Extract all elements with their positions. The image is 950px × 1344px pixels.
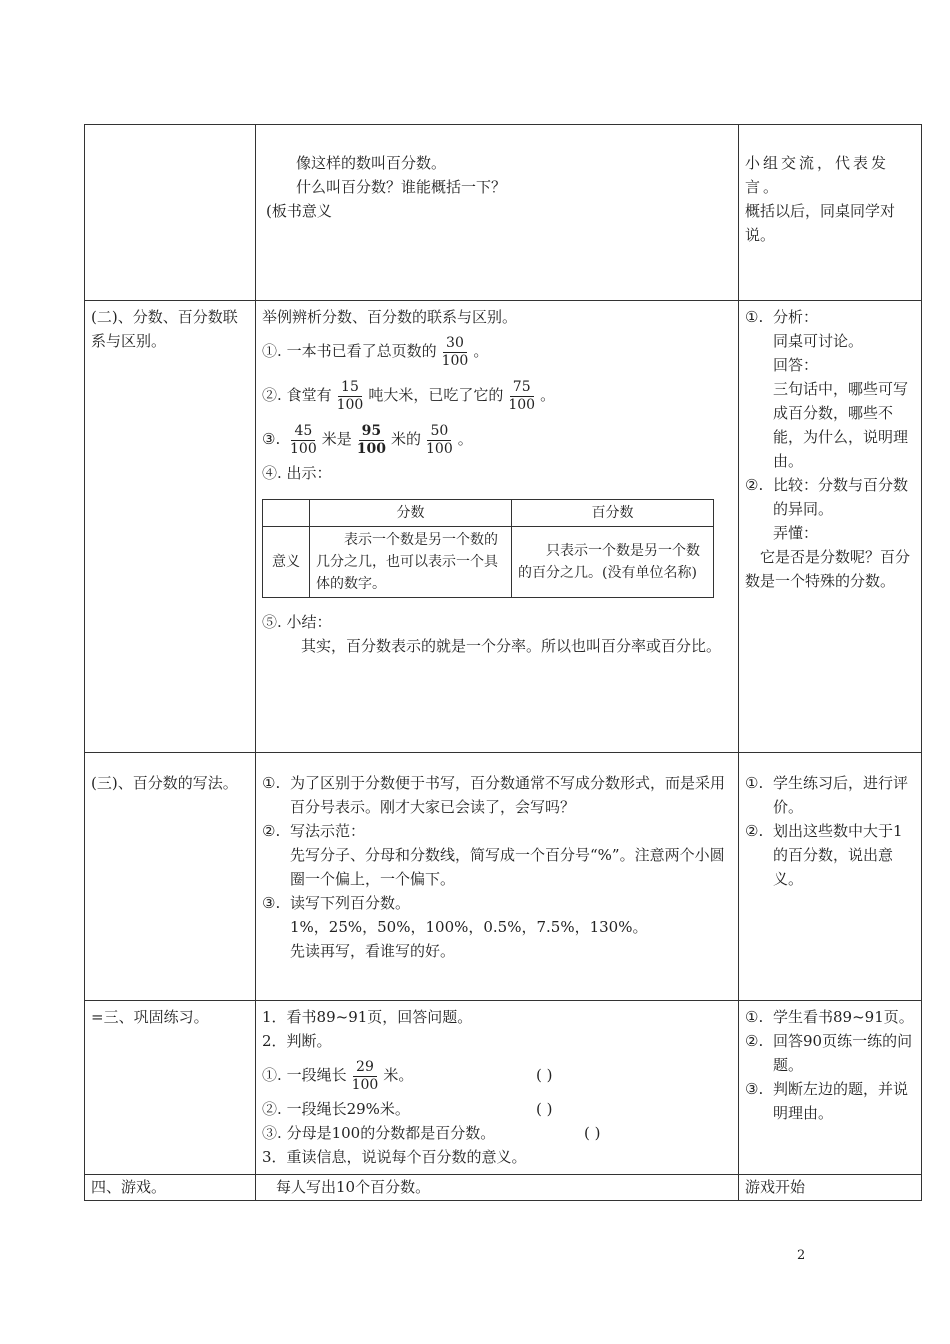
student-cell: ①. 学生练习后，进行评价。 ②. 划出这些数中大于1的百分数，说出意义。 (739, 753, 922, 1001)
judge-item: ③. 分母是100的分数都是百分数。 ( ) (262, 1121, 732, 1145)
teacher-cell: ①. 为了区别于分数便于书写，百分数通常不写成分数形式，而是采用百分号表示。刚才大家已会读了，会写吗？ ②. 写法示范： 先写分子、分母和分数线，简写成一个百分号“%”。注意两个小圆圈一个偏上，一个偏下。 ③. 读写下列百分数。 1%，25%，50%，100%，0.5%，7.5%，130%。 先读再写，看谁写的好。 (256, 753, 739, 1001)
stage-cell: 四、游戏。 (85, 1175, 256, 1201)
fraction: $\frac{95}{100}$ (356, 422, 386, 457)
teacher-cell: 每人写出10个百分数。 (256, 1175, 739, 1201)
teacher-cell (256, 301, 739, 753)
comparison-table (262, 499, 714, 598)
summary-text: 其实，百分数表示的就是一个分率。所以也叫百分率或百分比。 (301, 637, 722, 655)
example-line: ②. 食堂有 $\frac{15}{100}$ 吨大米，已吃了它的 $\frac{75}{100}$ 。 (262, 378, 556, 413)
example-line: ③. $\frac{45}{100}$ 米是 $\frac{95}{100}$ 米的 $\frac{50}{100}$ 。 (262, 422, 473, 457)
stage-cell: =三、巩固练习。 (85, 1001, 256, 1175)
fraction: $\frac{29}{100}$ (351, 1058, 379, 1093)
fraction: $\frac{75}{100}$ (508, 378, 536, 413)
answer-blank[interactable]: ( ) (536, 1100, 553, 1118)
teacher-cell (256, 1001, 739, 1175)
header-fraction: 分数 (310, 500, 512, 527)
judge-item: ②. 一段绳长29%米。 ( ) (262, 1097, 732, 1121)
table-row (85, 125, 922, 301)
stage-cell (85, 125, 256, 301)
student-cell: ①. 分析： 同桌可讨论。 回答： 三句话中，哪些可写成百分数，哪些不能，为什么，说明理由。 ②. 比较：分数与百分数的异同。 弄懂： 它是否是分数呢？百分数是一个特殊的分数。 (739, 301, 922, 753)
fraction-meaning: 表示一个数是另一个数的几分之几，也可以表示一个具体的数字。 (310, 527, 512, 598)
text-line: 什么叫百分数？谁能概括一下？ (296, 178, 507, 196)
text-line: 同桌可讨论。 (773, 332, 864, 350)
example-line: ①. 一本书已看了总页数的 $\frac{30}{100}$ 。 (262, 334, 489, 369)
text-line: 3．重读信息，说说每个百分数的意义。 (262, 1148, 527, 1166)
fraction: $\frac{45}{100}$ (290, 422, 317, 457)
table-row (263, 500, 714, 527)
table-row (85, 1175, 922, 1201)
fraction: $\frac{50}{100}$ (426, 422, 453, 457)
show-label: ④. 出示： (262, 464, 332, 482)
answer-blank[interactable]: ( ) (536, 1066, 553, 1084)
lesson-plan-table (84, 124, 922, 1201)
text-line: 先写分子、分母和分数线，简写成一个百分号“%”。注意两个小圆圈一个偏上，一个偏下。 (290, 846, 725, 888)
text-line: 先读再写，看谁写的好。 (290, 942, 456, 960)
table-row (85, 753, 922, 1001)
fraction: $\frac{30}{100}$ (441, 334, 469, 369)
table-row (85, 1001, 922, 1175)
text-line: 像这样的数叫百分数。 (296, 154, 447, 172)
answer-blank[interactable]: ( ) (584, 1124, 601, 1142)
judge-item: ①. 一段绳长 $\frac{29}{100}$ 米。 ( ) (262, 1053, 732, 1097)
student-cell (739, 125, 922, 301)
summary-label: ⑤. 小结： (262, 613, 332, 631)
text-line: 概括以后，同桌同学对说。 (745, 202, 896, 244)
text-line: 2．判断。 (262, 1032, 332, 1050)
text-line: 1．看书89~91页，回答问题。 (262, 1008, 473, 1026)
text-line: 弄懂： (773, 524, 819, 542)
teacher-cell (256, 125, 739, 301)
table-row (263, 527, 714, 598)
fraction: $\frac{15}{100}$ (336, 378, 364, 413)
text-line: 它是否是分数呢？百分数是一个特殊的分数。 (745, 548, 911, 590)
intro-text: 举例辨析分数、百分数的联系与区别。 (262, 308, 518, 326)
text-line: 三句话中，哪些可写成百分数，哪些不能，为什么，说明理由。 (773, 380, 909, 470)
table-row (85, 301, 922, 753)
stage-cell: (三)、百分数的写法。 (85, 753, 256, 1001)
text-line: 回答： (773, 356, 819, 374)
text-line: 1%，25%，50%，100%，0.5%，7.5%，130%。 (290, 918, 648, 936)
page-number: 2 (797, 1248, 806, 1263)
stage-cell: (二)、分数、百分数联系与区别。 (85, 301, 256, 753)
student-cell: 游戏开始 (739, 1175, 922, 1201)
header-percent: 百分数 (512, 500, 714, 527)
row-label: 意义 (263, 527, 310, 598)
text-line: (板书意义 (266, 202, 332, 220)
student-cell: ①. 学生看书89~91页。 ②. 回答90页练一练的问题。 ③. 判断左边的题，并说明理由。 (739, 1001, 922, 1175)
text-line: 小组交流，代表发言。 (745, 154, 890, 196)
percent-meaning: 只表示一个数是另一个数的百分之几。(没有单位名称) (512, 527, 714, 598)
